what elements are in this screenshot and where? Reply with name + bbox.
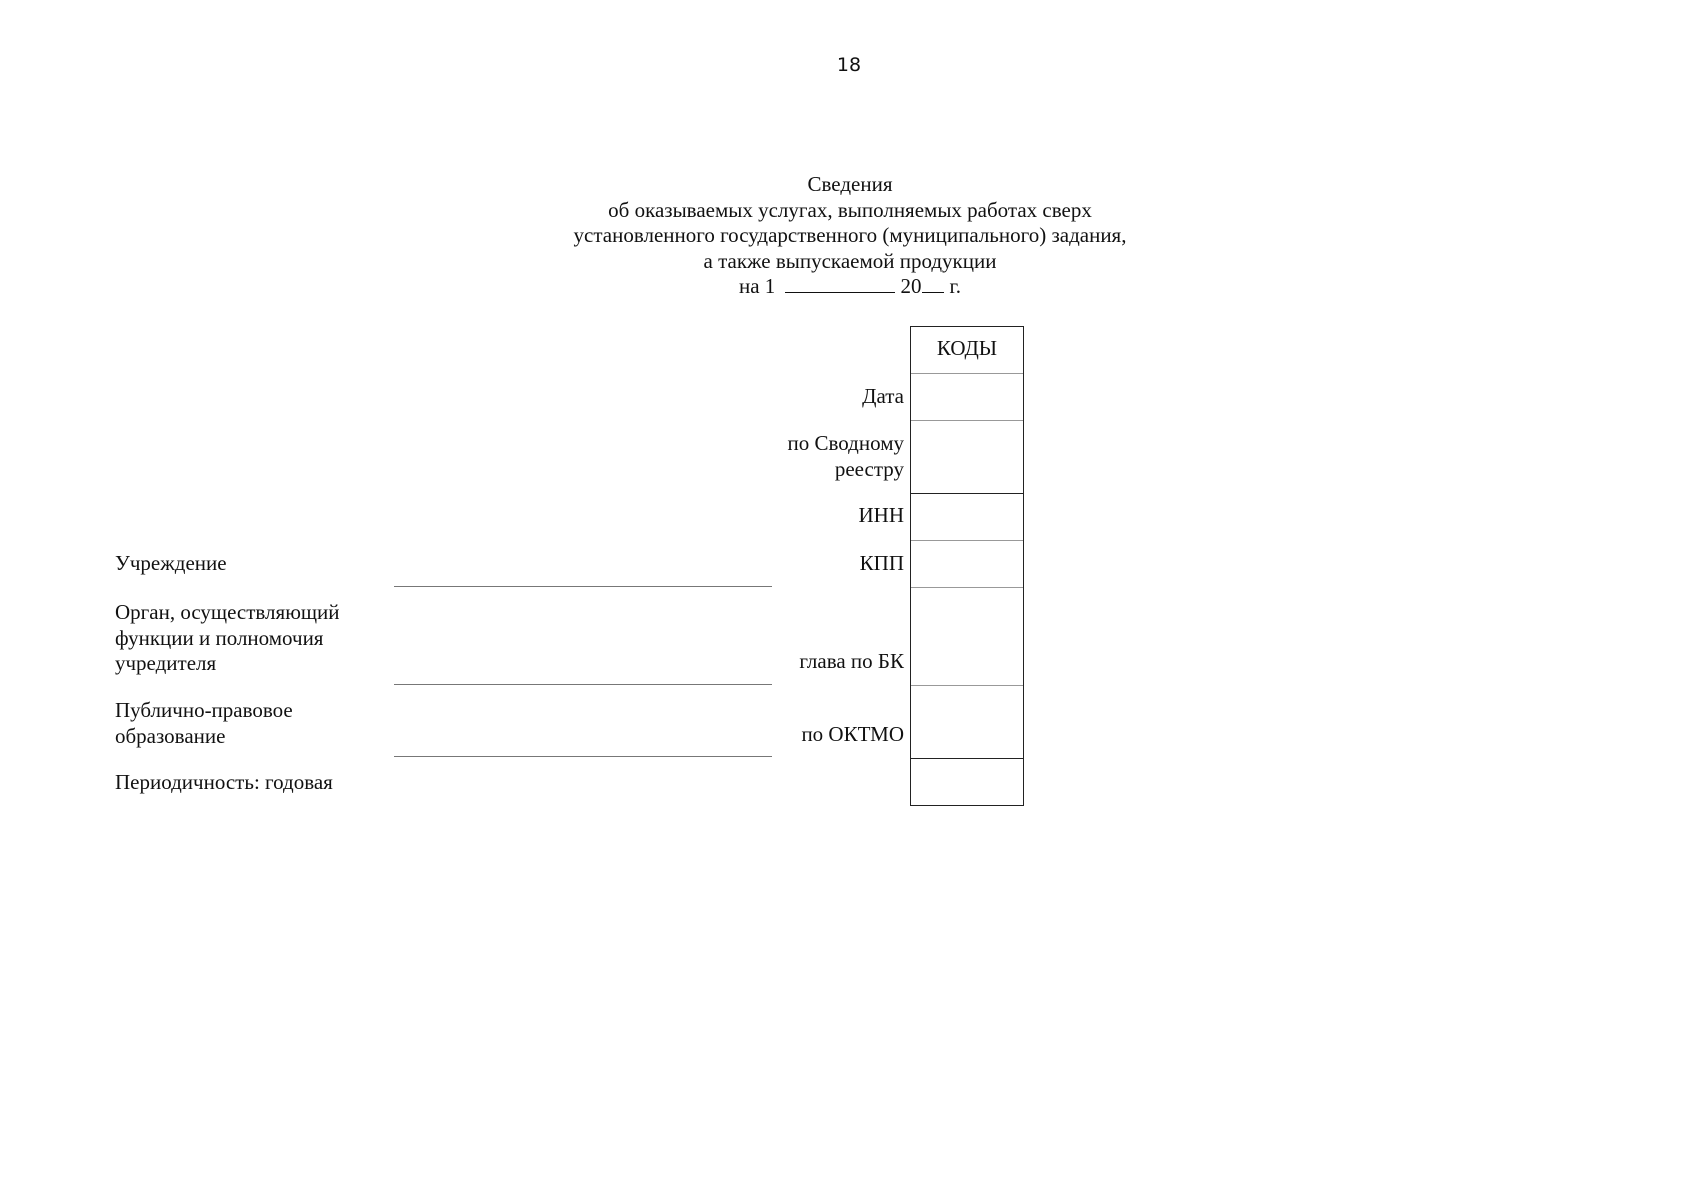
label-oktmo: по ОКТМО: [801, 722, 904, 746]
codes-row-divider: [911, 758, 1023, 759]
document-title: [400, 172, 1300, 300]
codes-row-divider: [911, 493, 1023, 494]
label-kpp: КПП: [859, 551, 904, 575]
date-prefix: на 1: [738, 274, 776, 298]
title-line-1: Сведения: [807, 172, 893, 196]
field-founder-label: [115, 600, 340, 677]
title-date-line: [400, 274, 1300, 300]
title-line-3: установленного государственного (муниципального) задания,: [573, 223, 1127, 247]
year-blank[interactable]: [922, 274, 944, 293]
label-registry-line-2: реестру: [834, 456, 904, 481]
field-institution-label: Учреждение: [115, 551, 227, 575]
title-line-2: об оказываемых услугах, выполняемых работах сверх: [608, 197, 1092, 222]
public-entity-input-line[interactable]: [394, 756, 772, 757]
founder-input-line[interactable]: [394, 684, 772, 685]
field-public-entity-label: [115, 698, 293, 749]
founder-line-1: Орган, осуществляющий: [115, 600, 340, 624]
founder-line-3: учредителя: [115, 651, 217, 675]
label-date: Дата: [862, 384, 904, 408]
public-entity-line-1: Публично-правовое: [115, 698, 293, 722]
field-periodicity: Периодичность: годовая: [115, 770, 333, 794]
institution-input-line[interactable]: [394, 586, 772, 587]
codes-row-divider: [911, 540, 1023, 541]
public-entity-line-2: образование: [115, 723, 226, 748]
codes-header: КОДЫ: [936, 336, 998, 360]
codes-row-divider: [911, 373, 1023, 374]
label-budget-chapter: глава по БК: [799, 649, 904, 673]
founder-line-2: функции и полномочия: [115, 625, 324, 650]
label-registry: [788, 431, 904, 482]
title-line-4: а также выпускаемой продукции: [703, 248, 997, 273]
codes-row-divider: [911, 587, 1023, 588]
page-number: 18: [836, 54, 862, 76]
codes-table: [910, 326, 1024, 806]
month-blank[interactable]: [785, 274, 895, 293]
label-registry-line-1: по Сводному: [787, 431, 904, 455]
codes-row-divider: [911, 420, 1023, 421]
date-suffix: г.: [949, 274, 962, 298]
label-inn: ИНН: [858, 503, 904, 527]
codes-row-divider: [911, 685, 1023, 686]
year-prefix: 20: [900, 274, 922, 298]
